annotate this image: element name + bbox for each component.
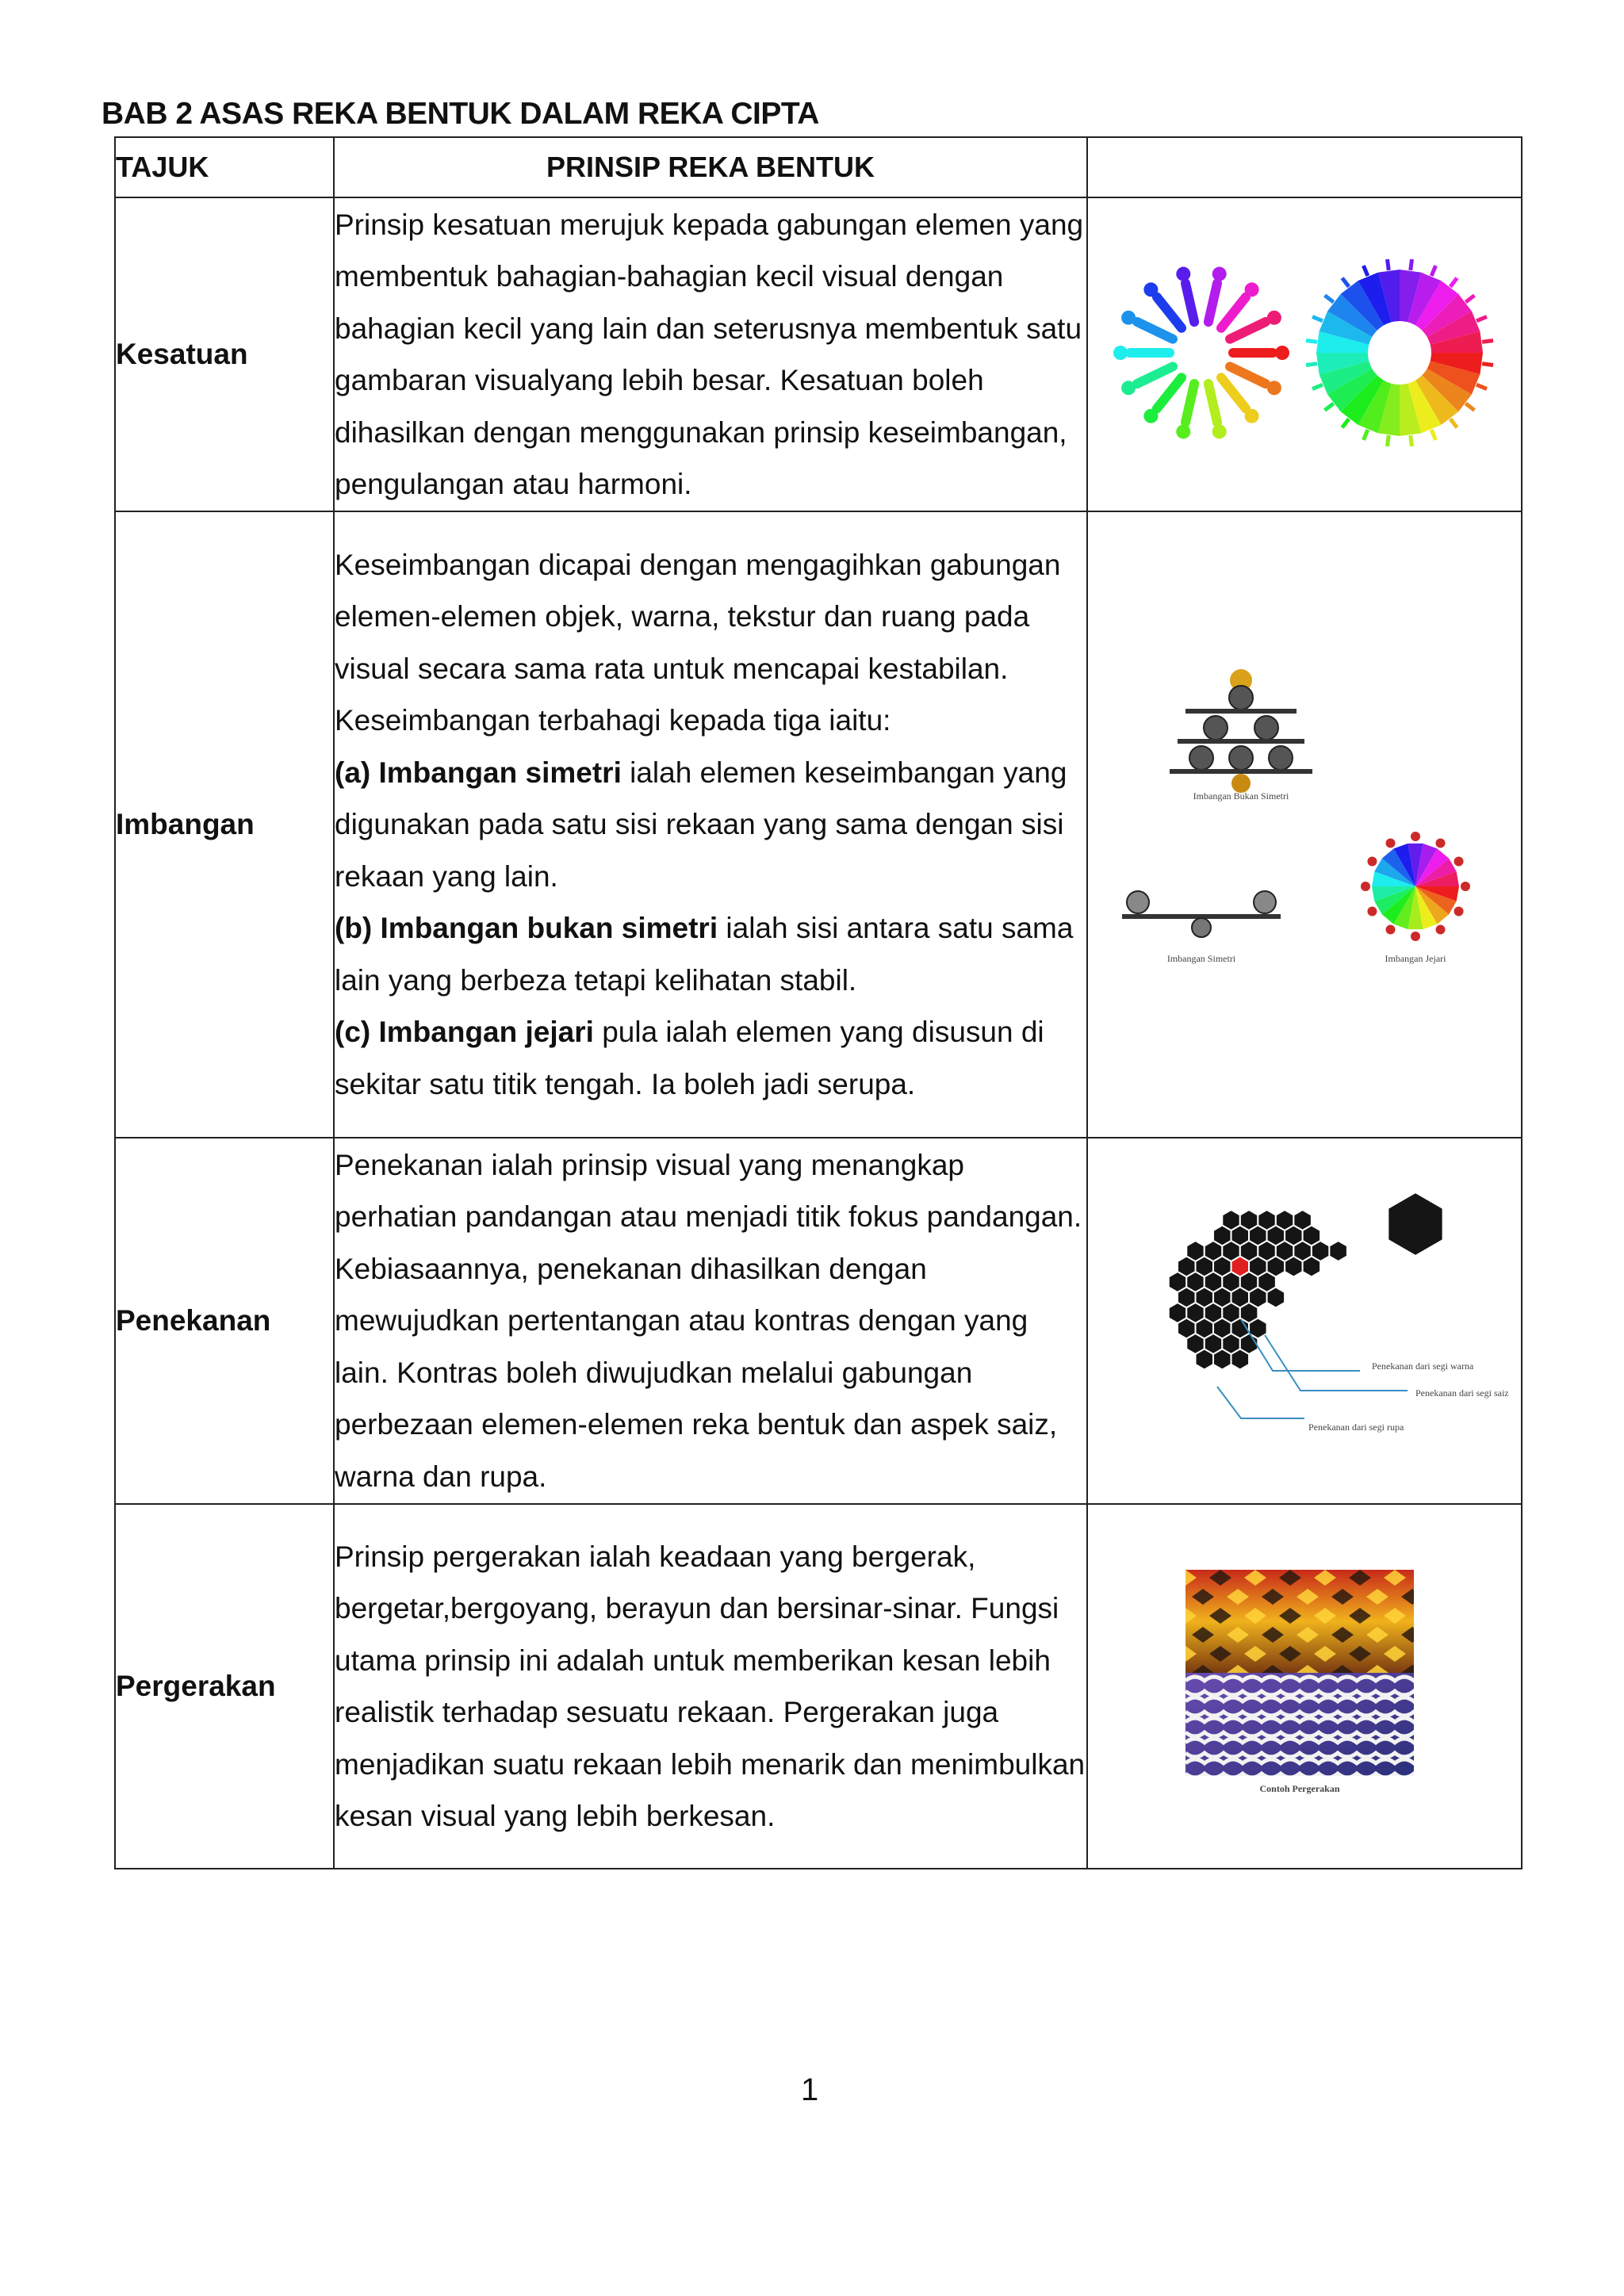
- desc-pergerakan: Prinsip pergerakan ialah keadaan yang bergerak, bergetar,bergoyang, berayun dan bersinar-sinar. Fungsi utama prinsip ini adalah untuk memberikan kesan lebih realistik terhadap sesuatu rekaan. Pergerakan juga menjadikan suatu rekaan lebih menarik dan menimbulkan kesan visual yang lebih berkesan.: [334, 1504, 1087, 1869]
- imbangan-item-b: [335, 902, 1086, 1006]
- unity-circles-image: [1087, 197, 1522, 511]
- item-label: (c) Imbangan jejari: [335, 1016, 594, 1049]
- topic-imbangan: Imbangan: [115, 511, 334, 1138]
- caption-pergerakan: Contoh Pergerakan: [1259, 1782, 1340, 1794]
- balance-examples-image: [1087, 511, 1522, 1138]
- topic-pergerakan: Pergerakan: [115, 1504, 334, 1869]
- table-row: [115, 1504, 1522, 1869]
- imbangan-intro: Keseimbangan dicapai dengan mengagihkan gabungan elemen-elemen objek, warna, tekstur dan ruang pada visual secara sama rata untuk mencapai kestabilan. Keseimbangan terbahagi kepada tiga iaitu:: [335, 548, 1061, 737]
- caption-rupa: Penekanan dari segi rupa: [1308, 1421, 1404, 1433]
- caption-warna: Penekanan dari segi warna: [1372, 1360, 1474, 1372]
- header-tajuk: TAJUK: [115, 137, 334, 197]
- hexagon-emphasis-image: [1087, 1138, 1522, 1504]
- header-image: [1087, 137, 1522, 197]
- op-art-icon: [1185, 1570, 1423, 1800]
- table-header-row: [115, 137, 1522, 197]
- table-row: [115, 197, 1522, 511]
- imbangan-item-c: [335, 1006, 1086, 1110]
- hexagon-icon: [1146, 1188, 1509, 1450]
- unity-circles-icon: [1106, 234, 1503, 472]
- topic-penekanan: Penekanan: [115, 1138, 334, 1504]
- item-text: pula ialah elemen yang disusun di sekitar satu titik tengah. Ia boleh jadi serupa.: [335, 1016, 1044, 1100]
- caption-bukan-simetri: Imbangan Bukan Simetri: [1193, 790, 1289, 802]
- op-art-movement-image: [1087, 1504, 1522, 1869]
- desc-kesatuan: Prinsip kesatuan merujuk kepada gabungan elemen yang membentuk bahagian-bahagian kecil visual dengan bahagian kecil yang lain dan seterusnya membentuk satu gambaran visualyang lebih besar. Kesatuan boleh dihasilkan dengan menggunakan prinsip keseimbangan, pengulangan atau harmoni.: [334, 197, 1087, 511]
- item-label: (b) Imbangan bukan simetri: [335, 912, 718, 945]
- item-label: (a) Imbangan simetri: [335, 756, 622, 789]
- desc-penekanan: Penekanan ialah prinsip visual yang menangkap perhatian pandangan atau menjadi titik fokus pandangan. Kebiasaannya, penekanan dihasilkan dengan mewujudkan pertentangan atau kontras dengan yang lain. Kontras boleh diwujudkan melalui gabungan perbezaan elemen-elemen reka bentuk dan aspek saiz, warna dan rupa.: [334, 1138, 1087, 1504]
- imbangan-item-a: [335, 747, 1086, 903]
- caption-saiz: Penekanan dari segi saiz: [1415, 1387, 1509, 1399]
- item-text: ialah elemen keseimbangan yang digunakan pada satu sisi rekaan yang sama dengan sisi rekaan yang lain.: [335, 756, 1067, 893]
- topic-kesatuan: Kesatuan: [115, 197, 334, 511]
- desc-imbangan: [334, 511, 1087, 1138]
- table-row: [115, 1138, 1522, 1504]
- page-title: BAB 2 ASAS REKA BENTUK DALAM REKA CIPTA: [102, 97, 819, 131]
- page-number: 1: [801, 2072, 819, 2107]
- balance-icon: [1114, 656, 1495, 989]
- table-row: [115, 511, 1522, 1138]
- item-text: ialah sisi antara satu sama lain yang berbeza tetapi kelihatan stabil.: [335, 912, 1074, 997]
- caption-simetri: Imbangan Simetri: [1166, 952, 1236, 964]
- header-prinsip: PRINSIP REKA BENTUK: [334, 137, 1087, 197]
- caption-jejari: Imbangan Jejari: [1385, 952, 1446, 964]
- principles-table: [114, 136, 1522, 1869]
